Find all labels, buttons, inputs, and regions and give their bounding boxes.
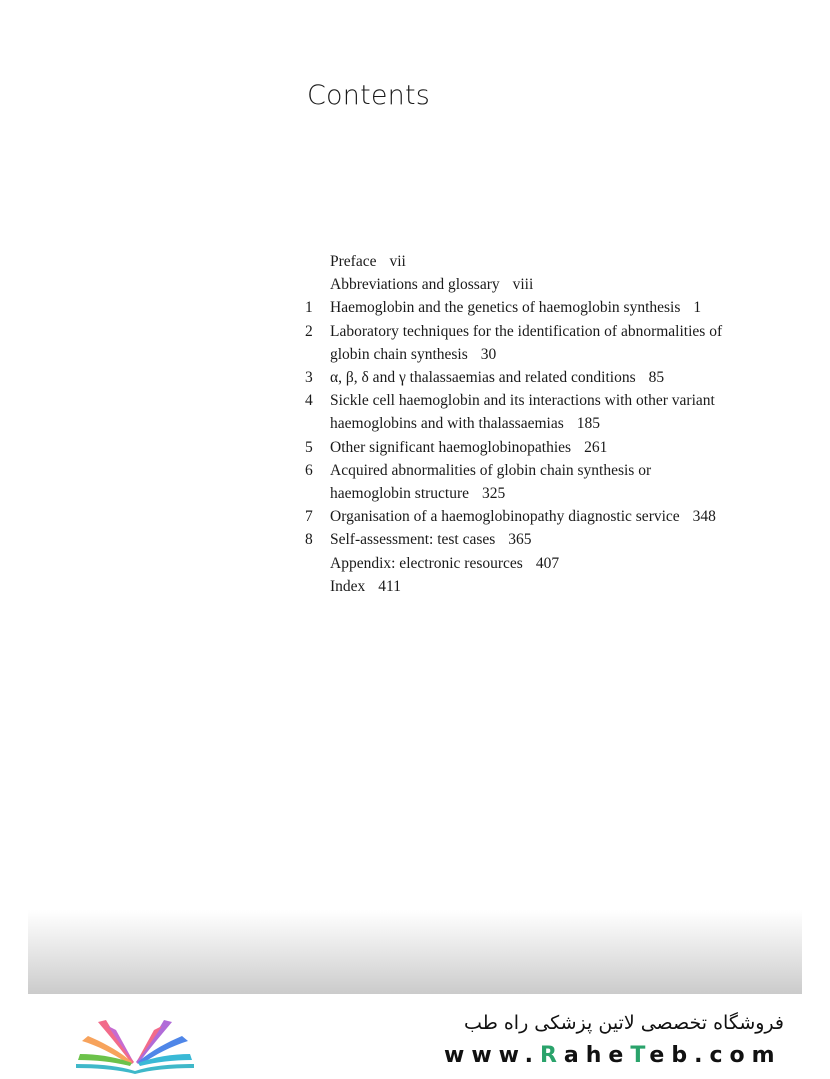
toc-entry-number: 1 bbox=[305, 299, 313, 317]
toc-entry-page: 365 bbox=[508, 531, 532, 549]
page-bottom-shadow bbox=[28, 910, 802, 994]
toc-entry-page: viii bbox=[512, 276, 534, 294]
toc-entry[interactable] bbox=[305, 250, 725, 273]
toc-entry-title: Organisation of a haemoglobinopathy diagnostic service bbox=[330, 508, 680, 526]
toc-entry-title: Other significant haemoglobinopathies bbox=[330, 438, 572, 456]
toc-entry-title: α, β, δ and γ thalassaemias and related conditions bbox=[330, 369, 636, 387]
shop-name: فروشگاه تخصصی لاتین پزشکی راه طب bbox=[464, 1012, 784, 1034]
toc-entry-number: 6 bbox=[305, 461, 313, 479]
site-url-link[interactable] bbox=[444, 1043, 782, 1068]
toc-entry-number bbox=[305, 273, 330, 296]
toc-entry-page: 407 bbox=[535, 554, 560, 572]
toc-entry-title: Preface bbox=[330, 253, 377, 270]
toc-entry-title: Sickle cell haemoglobin and its interactions with other variant haemoglobins and with thalassaemias bbox=[330, 392, 715, 433]
site-url-mid: ahe bbox=[563, 1043, 631, 1068]
toc-entry-number bbox=[305, 250, 330, 273]
toc-entry-page: 85 bbox=[648, 369, 665, 387]
site-url-accent-r: R bbox=[539, 1043, 564, 1068]
toc-entry-number bbox=[305, 575, 330, 598]
toc-entry[interactable] bbox=[305, 436, 725, 459]
toc-entry[interactable] bbox=[305, 273, 725, 296]
toc-entry[interactable] bbox=[305, 528, 725, 551]
toc-entry[interactable] bbox=[305, 575, 725, 598]
toc-entry-number: 2 bbox=[305, 322, 313, 340]
toc-entry-title: Appendix: electronic resources bbox=[330, 554, 523, 572]
toc-entry-title: Acquired abnormalities of globin chain synthesis or haemoglobin structure bbox=[330, 461, 652, 503]
site-url-suffix: eb.com bbox=[649, 1043, 782, 1068]
toc-entry-number: 7 bbox=[305, 508, 313, 526]
toc-entry-page: vii bbox=[389, 253, 406, 270]
toc-entry-page: 185 bbox=[576, 415, 600, 433]
toc-entry-title: Abbreviations and glossary bbox=[330, 276, 500, 294]
toc-entry[interactable] bbox=[305, 366, 725, 389]
toc-entry-page: 30 bbox=[480, 345, 497, 363]
toc-entry[interactable] bbox=[305, 505, 725, 528]
toc-entry-page: 1 bbox=[693, 299, 702, 317]
toc-entry[interactable] bbox=[305, 459, 725, 505]
toc-entry-number: 3 bbox=[305, 369, 313, 387]
toc-entry-number: 4 bbox=[305, 392, 313, 410]
page-title: Contents bbox=[307, 80, 431, 111]
toc-entry[interactable] bbox=[305, 552, 725, 575]
toc-entry-title: Haemoglobin and the genetics of haemoglobin synthesis bbox=[330, 299, 681, 317]
toc-entry-title: Self-assessment: test cases bbox=[330, 531, 496, 549]
toc-entry[interactable] bbox=[305, 389, 725, 435]
site-url-accent-t: T bbox=[630, 1043, 650, 1068]
toc-entry[interactable] bbox=[305, 320, 725, 366]
toc-entry-number: 5 bbox=[305, 438, 313, 456]
toc-entry-title: Index bbox=[330, 577, 366, 595]
toc-entry-number bbox=[305, 552, 330, 575]
toc-entry-number: 8 bbox=[305, 531, 313, 549]
toc-entry-page: 411 bbox=[378, 577, 401, 595]
toc-entry-title: Laboratory techniques for the identification of abnormalities of globin chain synthesis bbox=[330, 322, 723, 363]
toc-entry[interactable] bbox=[305, 296, 725, 319]
toc-entry-page: 261 bbox=[584, 438, 608, 456]
toc-entry-page: 325 bbox=[482, 485, 506, 503]
site-url-prefix: www. bbox=[444, 1043, 540, 1068]
table-of-contents bbox=[305, 250, 725, 598]
open-book-icon bbox=[70, 1008, 200, 1074]
toc-entry-page: 348 bbox=[692, 508, 716, 526]
